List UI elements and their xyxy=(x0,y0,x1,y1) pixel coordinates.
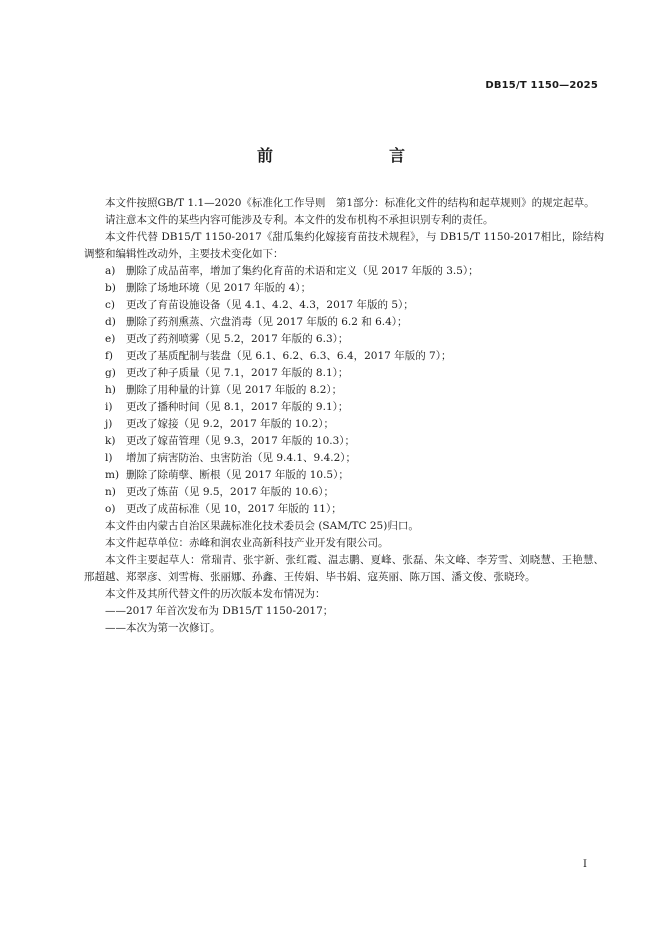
technical-changes-list xyxy=(84,263,604,518)
list-item-text: 更改了种子质量（见 7.1，2017 年版的 8.1）； xyxy=(126,367,349,379)
list-item: ——2017 年首次发布为 DB15/T 1150-2017； xyxy=(105,605,334,617)
list-item-text: 增加了病害防治、虫害防治（见 9.4.1、9.4.2）； xyxy=(126,452,357,464)
list-item xyxy=(84,399,604,416)
list-marker: l) xyxy=(105,452,113,464)
foreword-body xyxy=(84,195,604,637)
list-marker: c) xyxy=(105,299,115,311)
closing-paragraph-history-intro: 本文件及其所代替文件的历次版本发布情况为： xyxy=(105,588,326,600)
intro-paragraph-replacement: 本文件代替 DB15/T 1150-2017《甜瓜集约化嫁接育苗技术规程》，与 DB15/T 1150-2017相比，除结构调整和编辑性改动外，主要技术变化如下： xyxy=(84,231,604,260)
list-marker: g) xyxy=(105,367,116,379)
page-number: I xyxy=(583,859,587,870)
list-item xyxy=(84,314,604,331)
list-item: ——本次为第一次修订。 xyxy=(105,622,221,634)
list-item xyxy=(84,433,604,450)
list-item xyxy=(84,450,604,467)
list-item-text: 更改了育苗设施设备（见 4.1、4.2、4.3，2017 年版的 5）； xyxy=(126,299,414,311)
list-item xyxy=(84,484,604,501)
list-item xyxy=(84,501,604,518)
list-item-text: 更改了成苗标准（见 10，2017 年版的 11）； xyxy=(126,503,342,515)
list-marker: m) xyxy=(105,469,120,481)
list-item-text: 更改了药剂喷雾（见 5.2，2017 年版的 6.3）； xyxy=(126,333,349,345)
intro-paragraph-drafting-rules: 本文件按照GB/T 1.1—2020《标准化工作导则 第1部分：标准化文件的结构和起草规则》的规定起草。 xyxy=(105,197,595,209)
list-marker: d) xyxy=(105,316,116,328)
closing-paragraph-committee: 本文件由内蒙古自治区果蔬标准化技术委员会 (SAM/TC 25)归口。 xyxy=(105,520,419,532)
list-marker: h) xyxy=(105,384,116,396)
list-item xyxy=(84,263,604,280)
closing-paragraph-drafting-unit: 本文件起草单位：赤峰和润农业高新科技产业开发有限公司。 xyxy=(105,537,389,549)
list-item-text: 更改了炼苗（见 9.5，2017 年版的 10.6）； xyxy=(126,486,335,498)
list-item xyxy=(84,280,604,297)
list-item xyxy=(84,382,604,399)
list-item-text: 删除了成品苗率，增加了集约化育苗的术语和定义（见 2017 年版的 3.5）； xyxy=(126,265,479,277)
version-history-list xyxy=(84,603,604,637)
list-marker: b) xyxy=(105,282,116,294)
list-marker: f) xyxy=(105,350,113,362)
document-code: DB15/T 1150—2025 xyxy=(485,80,598,91)
list-item xyxy=(84,348,604,365)
list-marker: i) xyxy=(105,401,113,413)
intro-paragraph-patent-notice: 请注意本文件的某些内容可能涉及专利。本文件的发布机构不承担识别专利的责任。 xyxy=(105,214,494,226)
list-marker: e) xyxy=(105,333,116,345)
list-item xyxy=(84,297,604,314)
list-marker: n) xyxy=(105,486,116,498)
list-item-text: 删除了场地环境（见 2017 年版的 4）； xyxy=(126,282,312,294)
list-item-text: 更改了基质配制与装盘（见 6.1、6.2、6.3、6.4，2017 年版的 7）； xyxy=(126,350,452,362)
list-item-text: 删除了药剂熏蒸、穴盘消毒（见 2017 年版的 6.2 和 6.4）； xyxy=(126,316,408,328)
list-item-text: 更改了嫁苗管理（见 9.3，2017 年版的 10.3）； xyxy=(126,435,356,447)
list-marker: k) xyxy=(105,435,116,447)
list-item xyxy=(84,331,604,348)
list-marker: o) xyxy=(105,503,116,515)
list-item-text: 删除了用种量的计算（见 2017 年版的 8.2）； xyxy=(126,384,343,396)
list-item xyxy=(84,416,604,433)
list-item-text: 更改了嫁接（见 9.2，2017 年版的 10.2）； xyxy=(126,418,335,430)
page-title: 前 言 xyxy=(256,146,433,165)
list-item xyxy=(84,467,604,484)
list-item-text: 删除了除萌孽、断根（见 2017 年版的 10.5）； xyxy=(126,469,349,481)
list-marker: j) xyxy=(105,418,113,430)
list-item-text: 更改了播种时间（见 8.1，2017 年版的 9.1）； xyxy=(126,401,349,413)
list-marker: a) xyxy=(105,265,116,277)
list-item xyxy=(84,365,604,382)
closing-paragraph-drafters: 本文件主要起草人：常瑞青、张宇新、张红霞、温志鹏、夏峰、张磊、朱文峰、李芳雪、刘晓慧、王艳慧、邢超越、郑翠彦、刘雪梅、张丽娜、孙鑫、王传娟、毕书娟、寇英丽、陈万国、潘文俊、张晓玲。 xyxy=(84,554,604,583)
